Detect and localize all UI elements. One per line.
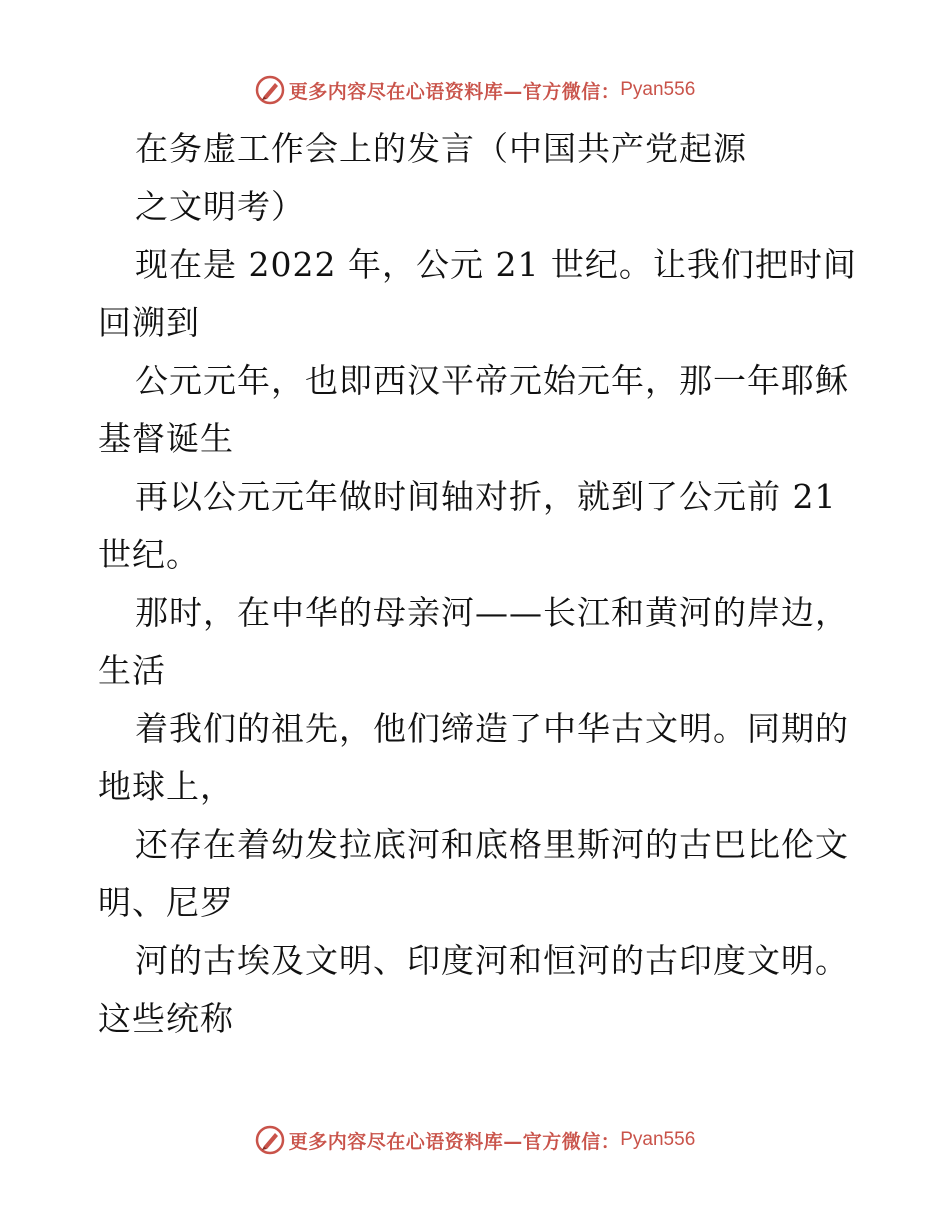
text-line: 地球上， xyxy=(98,767,234,806)
text-line: 那时，在中华的母亲河——长江和黄河的岸边， xyxy=(135,593,849,632)
text-line: 明、尼罗 xyxy=(98,883,234,922)
text-line: 基督诞生 xyxy=(98,419,234,458)
text-line: 之文明考） xyxy=(135,187,305,226)
header-watermark xyxy=(0,70,950,110)
text-line: 还存在着幼发拉底河和底格里斯河的古巴比伦文 xyxy=(135,825,849,864)
text-line: 世纪。 xyxy=(98,535,200,574)
footer-watermark xyxy=(0,1120,950,1160)
pen-logo-icon xyxy=(255,1125,285,1155)
watermark-account: Pyan556 xyxy=(620,1129,696,1150)
watermark-account: Pyan556 xyxy=(620,79,696,100)
text-line: 河的古埃及文明、印度河和恒河的古印度文明。 xyxy=(135,941,849,980)
text-line: 公元元年，也即西汉平帝元始元年，那一年耶稣 xyxy=(135,361,849,400)
pen-logo-icon xyxy=(255,75,285,105)
text-line: 回溯到 xyxy=(98,303,200,342)
text-line: 在务虚工作会上的发言（中国共产党起源 xyxy=(135,129,747,168)
text-line: 生活 xyxy=(98,651,166,690)
text-line: 现在是 2022 年，公元 21 世纪。让我们把时间 xyxy=(135,245,857,284)
text-line: 再以公元元年做时间轴对折，就到了公元前 21 xyxy=(135,477,837,516)
text-line: 着我们的祖先，他们缔造了中华古文明。同期的 xyxy=(135,709,849,748)
watermark-text: 更多内容尽在心语资料库—官方微信： xyxy=(288,1130,621,1153)
watermark-text: 更多内容尽在心语资料库—官方微信： xyxy=(288,80,621,103)
text-line: 这些统称 xyxy=(98,999,234,1038)
document-body xyxy=(98,120,858,1048)
